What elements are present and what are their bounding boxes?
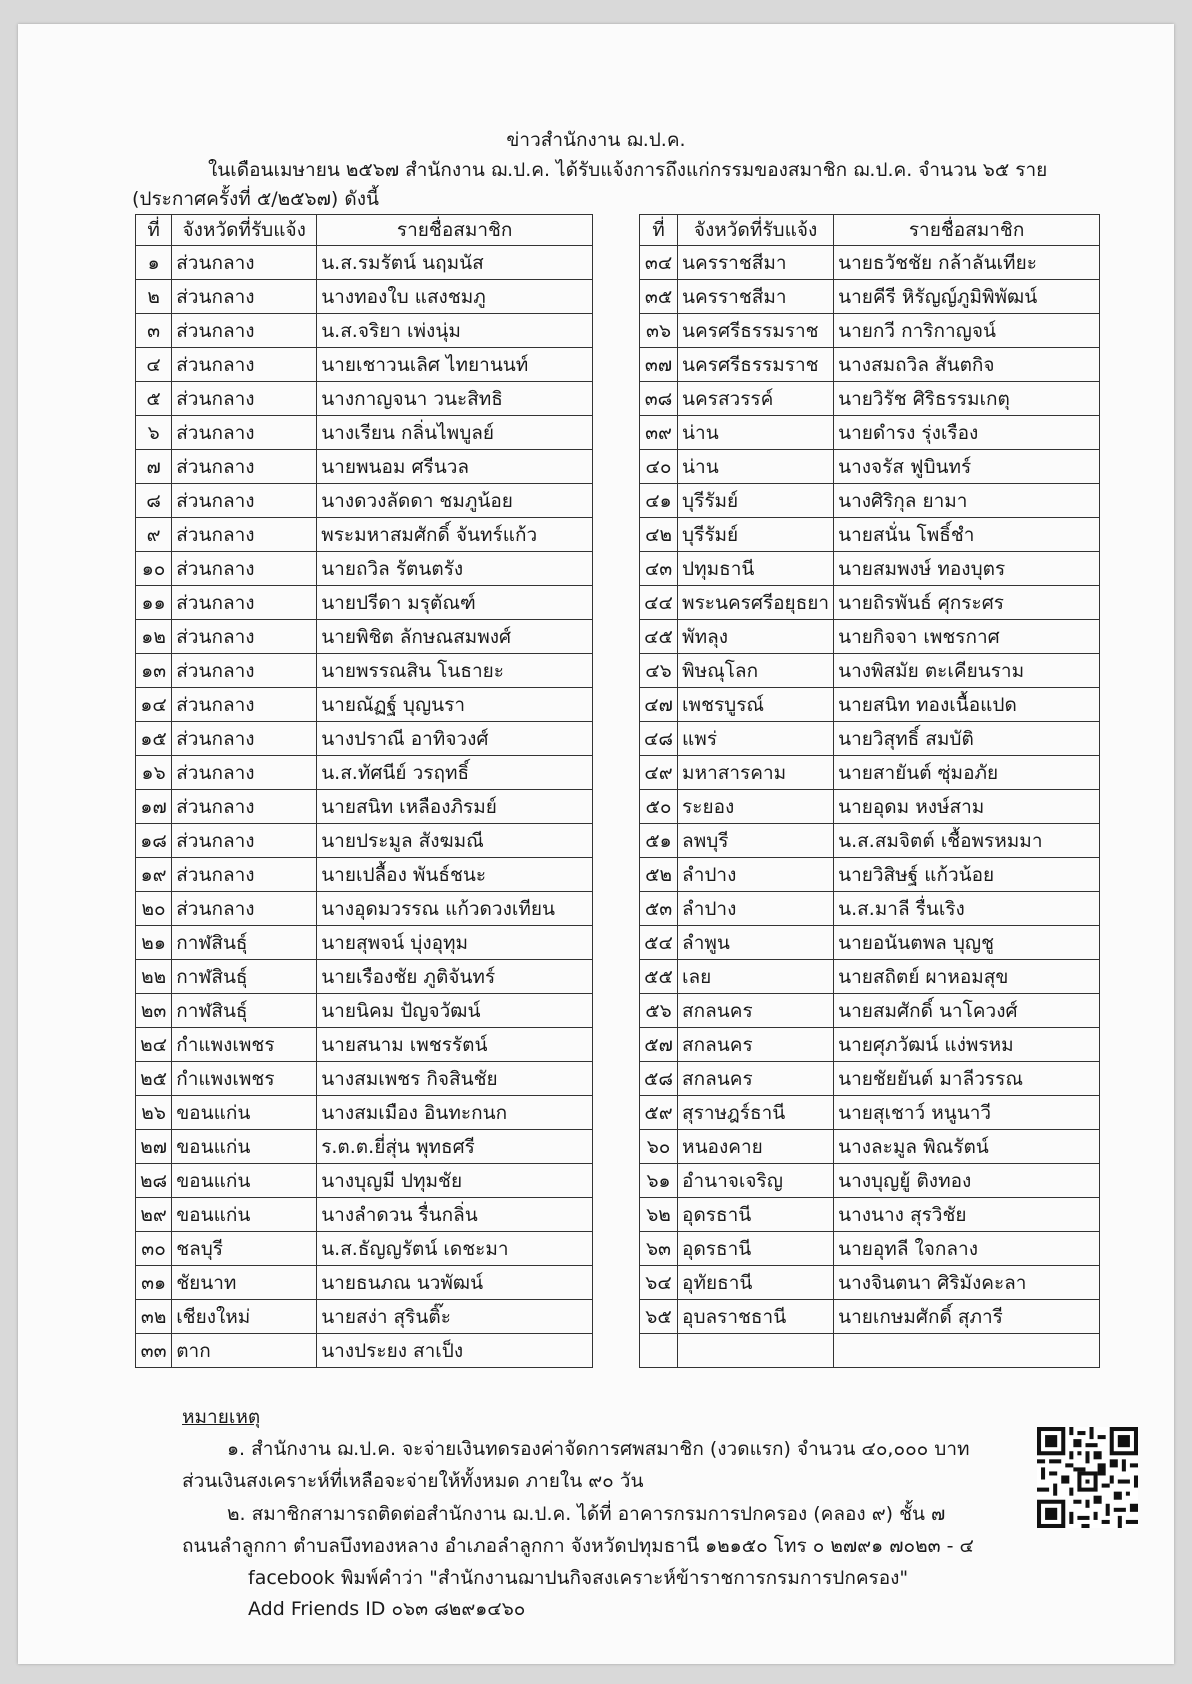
row-member-name: นายสถิตย์ ผาหอมสุข <box>834 960 1100 994</box>
row-member-name: นายสนาม เพชรรัตน์ <box>317 1028 593 1062</box>
row-member-name: นางอุดมวรรณ แก้วดวงเทียน <box>317 892 593 926</box>
row-province: เชียงใหม่ <box>172 1300 317 1334</box>
row-member-name: นางกาญจนา วนะสิทธิ <box>317 382 593 416</box>
note-2-line-4: Add Friends ID ๐๖๓ ๘๒๙๑๔๖๐ <box>248 1598 526 1620</box>
row-province: ลำพูน <box>678 926 834 960</box>
table-row <box>136 1334 593 1368</box>
row-province: ส่วนกลาง <box>172 824 317 858</box>
table-row <box>640 688 1100 722</box>
row-province: ส่วนกลาง <box>172 892 317 926</box>
table-row <box>136 756 593 790</box>
table-row <box>640 960 1100 994</box>
row-member-name: นางสมเพชร กิจสินชัย <box>317 1062 593 1096</box>
row-member-name: น.ส.ธัญญรัตน์ เดชะมา <box>317 1232 593 1266</box>
table-row <box>136 484 593 518</box>
row-member-name: นายกิจจา เพชรกาศ <box>834 620 1100 654</box>
row-number: ๕๖ <box>640 994 678 1028</box>
row-province: ส่วนกลาง <box>172 688 317 722</box>
row-member-name: นายสมพงษ์ ทองบุตร <box>834 552 1100 586</box>
table-row <box>136 790 593 824</box>
row-province: เพชรบูรณ์ <box>678 688 834 722</box>
table-row <box>136 280 593 314</box>
table-row <box>136 518 593 552</box>
table-row <box>136 1164 593 1198</box>
table-row <box>640 858 1100 892</box>
header-no: ที่ <box>640 215 678 246</box>
row-number: ๑ <box>136 246 172 280</box>
table-row <box>640 790 1100 824</box>
table-row <box>640 756 1100 790</box>
row-number: ๓๑ <box>136 1266 172 1300</box>
row-province: ลำปาง <box>678 858 834 892</box>
table-row <box>136 246 593 280</box>
row-member-name: นายเกษมศักดิ์ สุภารี <box>834 1300 1100 1334</box>
row-number: ๔ <box>136 348 172 382</box>
row-number: ๒๒ <box>136 960 172 994</box>
row-number: ๓๒ <box>136 1300 172 1334</box>
row-member-name: นายพิชิต ลักษณสมพงศ์ <box>317 620 593 654</box>
row-province: อุบลราชธานี <box>678 1300 834 1334</box>
row-province: ชัยนาท <box>172 1266 317 1300</box>
table-row <box>136 450 593 484</box>
row-number: ๔๕ <box>640 620 678 654</box>
row-member-name: นางสมถวิล สันตกิจ <box>834 348 1100 382</box>
row-number: ๖๑ <box>640 1164 678 1198</box>
row-number: ๓๔ <box>640 246 678 280</box>
row-province: สกลนคร <box>678 1028 834 1062</box>
row-number: ๒๖ <box>136 1096 172 1130</box>
row-province: ส่วนกลาง <box>172 586 317 620</box>
row-number: ๓๖ <box>640 314 678 348</box>
row-member-name: นางเรียน กลิ่นไพบูลย์ <box>317 416 593 450</box>
row-number: ๓๐ <box>136 1232 172 1266</box>
row-member-name: นายถิรพันธ์ ศุกระศร <box>834 586 1100 620</box>
row-province: กำแพงเพชร <box>172 1062 317 1096</box>
row-province: ส่วนกลาง <box>172 382 317 416</box>
row-number: ๑๗ <box>136 790 172 824</box>
row-number: ๕๗ <box>640 1028 678 1062</box>
row-province <box>678 1334 834 1368</box>
row-province: ขอนแก่น <box>172 1164 317 1198</box>
row-member-name: นายถวิล รัตนตรัง <box>317 552 593 586</box>
header-no: ที่ <box>136 215 172 246</box>
row-member-name: นายนิคม ปัญจวัฒน์ <box>317 994 593 1028</box>
row-number: ๑๑ <box>136 586 172 620</box>
row-province: ส่วนกลาง <box>172 790 317 824</box>
table-row <box>136 960 593 994</box>
row-number: ๕๔ <box>640 926 678 960</box>
table-row <box>640 552 1100 586</box>
row-province: กาฬสินธุ์ <box>172 994 317 1028</box>
document-title: ข่าวสำนักงาน ฌ.ป.ค. <box>506 129 686 151</box>
row-number: ๔๘ <box>640 722 678 756</box>
row-province: นครศรีธรรมราช <box>678 348 834 382</box>
row-province: น่าน <box>678 450 834 484</box>
row-member-name: นายวิสุทธิ์ สมบัติ <box>834 722 1100 756</box>
row-province: สกลนคร <box>678 994 834 1028</box>
row-member-name: นายอุทลี ใจกลาง <box>834 1232 1100 1266</box>
row-member-name: น.ส.มาลี รื่นเริง <box>834 892 1100 926</box>
row-province: ขอนแก่น <box>172 1130 317 1164</box>
row-province: ส่วนกลาง <box>172 518 317 552</box>
row-member-name: นางละมูล พิณรัตน์ <box>834 1130 1100 1164</box>
row-number: ๕๓ <box>640 892 678 926</box>
row-number: ๑๕ <box>136 722 172 756</box>
header-member: รายชื่อสมาชิก <box>317 215 593 246</box>
table-row <box>136 926 593 960</box>
table-row <box>640 1164 1100 1198</box>
row-province: นครราชสีมา <box>678 280 834 314</box>
table-row <box>136 892 593 926</box>
row-number: ๒๓ <box>136 994 172 1028</box>
row-number: ๑๖ <box>136 756 172 790</box>
row-member-name: น.ส.สมจิตต์ เชื้อพรหมมา <box>834 824 1100 858</box>
note-2-line-3: facebook พิมพ์คำว่า "สำนักงานฌาปนกิจสงเคราะห์ข้าราชการกรมการปกครอง" <box>248 1567 909 1589</box>
row-member-name: นายสมศักดิ์ นาโควงศ์ <box>834 994 1100 1028</box>
table-row <box>640 518 1100 552</box>
row-province: อุดรธานี <box>678 1232 834 1266</box>
row-member-name: นายสนิท เหลืองภิรมย์ <box>317 790 593 824</box>
row-number: ๒๘ <box>136 1164 172 1198</box>
table-row <box>136 586 593 620</box>
row-member-name: นายสุพจน์ บุ่งอุทุม <box>317 926 593 960</box>
table-row <box>640 1334 1100 1368</box>
row-number: ๔๒ <box>640 518 678 552</box>
row-member-name: นายพนอม ศรีนวล <box>317 450 593 484</box>
row-number: ๓๗ <box>640 348 678 382</box>
row-province: ส่วนกลาง <box>172 246 317 280</box>
row-province: เลย <box>678 960 834 994</box>
row-province: ตาก <box>172 1334 317 1368</box>
row-member-name: นายคีรี หิรัญญ์ภูมิพิพัฒน์ <box>834 280 1100 314</box>
row-province: ปทุมธานี <box>678 552 834 586</box>
row-province: ส่วนกลาง <box>172 722 317 756</box>
row-province: บุรีรัมย์ <box>678 518 834 552</box>
row-number: ๑๒ <box>136 620 172 654</box>
row-number: ๗ <box>136 450 172 484</box>
row-number: ๓๘ <box>640 382 678 416</box>
note-1-line-1: ๑. สำนักงาน ฌ.ป.ค. จะจ่ายเงินทดรองค่าจัดการศพสมาชิก (งวดแรก) จำนวน ๔๐,๐๐๐ บาท <box>227 1438 970 1460</box>
roster-table-left <box>135 214 593 1368</box>
row-province: หนองคาย <box>678 1130 834 1164</box>
row-member-name: นายวิรัช ศิริธรรมเกตุ <box>834 382 1100 416</box>
row-province: อุทัยธานี <box>678 1266 834 1300</box>
row-province: ส่วนกลาง <box>172 450 317 484</box>
row-member-name: นางปราณี อาทิจวงศ์ <box>317 722 593 756</box>
row-member-name: นางบุญยู้ ติงทอง <box>834 1164 1100 1198</box>
table-row <box>136 722 593 756</box>
notes-heading: หมายเหตุ <box>182 1406 261 1428</box>
table-row <box>136 1028 593 1062</box>
table-row <box>136 1198 593 1232</box>
row-number: ๖๐ <box>640 1130 678 1164</box>
row-member-name: นายพรรณสิน โนธายะ <box>317 654 593 688</box>
intro-line-1: ในเดือนเมษายน ๒๕๖๗ สำนักงาน ฌ.ป.ค. ได้รับแจ้งการถึงแก่กรรมของสมาชิก ฌ.ป.ค. จำนวน ๖๕ ราย <box>208 159 1048 181</box>
roster-table-right <box>639 214 1100 1368</box>
row-province: พัทลุง <box>678 620 834 654</box>
table-row <box>136 654 593 688</box>
row-member-name: นางดวงลัดดา ชมภูน้อย <box>317 484 593 518</box>
table-row <box>640 484 1100 518</box>
row-number: ๕๑ <box>640 824 678 858</box>
table-row <box>640 824 1100 858</box>
table-row <box>640 382 1100 416</box>
qr-code-icon <box>1037 1427 1138 1528</box>
table-row <box>640 1062 1100 1096</box>
row-member-name: นางนาง สุรวิชัย <box>834 1198 1100 1232</box>
row-province: ส่วนกลาง <box>172 416 317 450</box>
table-row <box>640 1130 1100 1164</box>
row-province: พระนครศรีอยุธยา <box>678 586 834 620</box>
row-province: สุราษฎร์ธานี <box>678 1096 834 1130</box>
row-member-name: นายอนันตพล บุญชู <box>834 926 1100 960</box>
table-row <box>640 1198 1100 1232</box>
row-province: น่าน <box>678 416 834 450</box>
note-1-line-2: ส่วนเงินสงเคราะห์ที่เหลือจะจ่ายให้ทั้งหมด ภายใน ๙๐ วัน <box>182 1470 644 1492</box>
row-number: ๔๓ <box>640 552 678 586</box>
row-member-name: พระมหาสมศักดิ์ จันทร์แก้ว <box>317 518 593 552</box>
row-member-name: นางศิริกุล ยามา <box>834 484 1100 518</box>
table-row <box>136 382 593 416</box>
row-member-name: นายเชาวนเลิศ ไทยานนท์ <box>317 348 593 382</box>
row-number: ๔๑ <box>640 484 678 518</box>
row-member-name: นางพิสมัย ตะเคียนราม <box>834 654 1100 688</box>
row-number: ๒๔ <box>136 1028 172 1062</box>
row-member-name: น.ส.รมรัตน์ นฤมนัส <box>317 246 593 280</box>
row-member-name: นายเรืองชัย ภูติจันทร์ <box>317 960 593 994</box>
row-number: ๑๓ <box>136 654 172 688</box>
row-member-name: นางจรัส ฟูบินทร์ <box>834 450 1100 484</box>
row-number: ๓๕ <box>640 280 678 314</box>
table-row <box>640 1266 1100 1300</box>
row-number: ๓๓ <box>136 1334 172 1368</box>
table-row <box>640 994 1100 1028</box>
row-number: ๒๕ <box>136 1062 172 1096</box>
header-province: จังหวัดที่รับแจ้ง <box>172 215 317 246</box>
row-member-name: ร.ต.ต.ยี่สุ่น พุทธศรี <box>317 1130 593 1164</box>
row-member-name: นางประยง สาเป็ง <box>317 1334 593 1368</box>
table-row <box>136 1266 593 1300</box>
row-province: กาฬสินธุ์ <box>172 960 317 994</box>
row-number: ๔๔ <box>640 586 678 620</box>
row-number: ๒๑ <box>136 926 172 960</box>
row-province: ส่วนกลาง <box>172 552 317 586</box>
table-row <box>640 1096 1100 1130</box>
table-row <box>136 314 593 348</box>
row-member-name: นางสมเมือง อินทะกนก <box>317 1096 593 1130</box>
row-province: ส่วนกลาง <box>172 620 317 654</box>
table-row <box>136 1300 593 1334</box>
row-number: ๔๗ <box>640 688 678 722</box>
row-number: ๑๐ <box>136 552 172 586</box>
row-member-name: นายปรีดา มรุตัณฑ์ <box>317 586 593 620</box>
row-number <box>640 1334 678 1368</box>
row-number: ๑๔ <box>136 688 172 722</box>
table-row <box>136 348 593 382</box>
table-row <box>136 552 593 586</box>
table-row <box>136 824 593 858</box>
table-row <box>640 280 1100 314</box>
table-row <box>640 620 1100 654</box>
table-row <box>640 1300 1100 1334</box>
row-member-name: นายสุเชาว์ หนูนาวี <box>834 1096 1100 1130</box>
table-row <box>136 858 593 892</box>
table-row <box>640 1232 1100 1266</box>
table-row <box>640 348 1100 382</box>
row-province: นครราชสีมา <box>678 246 834 280</box>
row-member-name: นางทองใบ แสงชมภู <box>317 280 593 314</box>
row-number: ๘ <box>136 484 172 518</box>
row-member-name: นายธวัชชัย กล้าลันเทียะ <box>834 246 1100 280</box>
row-province: ส่วนกลาง <box>172 314 317 348</box>
row-member-name: น.ส.จริยา เพ่งนุ่ม <box>317 314 593 348</box>
row-province: ส่วนกลาง <box>172 858 317 892</box>
row-number: ๖ <box>136 416 172 450</box>
row-province: ส่วนกลาง <box>172 654 317 688</box>
row-number: ๖๕ <box>640 1300 678 1334</box>
row-member-name: นายศุภวัฒน์ แง่พรหม <box>834 1028 1100 1062</box>
table-row <box>640 1028 1100 1062</box>
row-number: ๑๙ <box>136 858 172 892</box>
row-province: ขอนแก่น <box>172 1096 317 1130</box>
row-number: ๓ <box>136 314 172 348</box>
row-province: ลำปาง <box>678 892 834 926</box>
row-member-name: นางบุญมี ปทุมชัย <box>317 1164 593 1198</box>
table-row <box>640 892 1100 926</box>
row-member-name: นายสง่า สุรินติ๊ะ <box>317 1300 593 1334</box>
row-member-name: นางจินตนา ศิริมังคะลา <box>834 1266 1100 1300</box>
row-number: ๙ <box>136 518 172 552</box>
row-province: สกลนคร <box>678 1062 834 1096</box>
table-row <box>136 1096 593 1130</box>
row-province: ระยอง <box>678 790 834 824</box>
row-number: ๓๙ <box>640 416 678 450</box>
row-number: ๕ <box>136 382 172 416</box>
row-member-name: นายสนั่น โพธิ์ชำ <box>834 518 1100 552</box>
row-number: ๔๙ <box>640 756 678 790</box>
row-province: ขอนแก่น <box>172 1198 317 1232</box>
row-number: ๒ <box>136 280 172 314</box>
table-row <box>640 450 1100 484</box>
row-member-name: นายประมูล สังฆมณี <box>317 824 593 858</box>
row-member-name: นายวิสิษฐ์ แก้วน้อย <box>834 858 1100 892</box>
row-member-name: นายดำรง รุ่งเรือง <box>834 416 1100 450</box>
row-member-name: นายสายันต์ ซุ่มอภัย <box>834 756 1100 790</box>
row-number: ๕๐ <box>640 790 678 824</box>
row-member-name: นางลำดวน รื่นกลิ่น <box>317 1198 593 1232</box>
row-province: ส่วนกลาง <box>172 280 317 314</box>
row-province: ส่วนกลาง <box>172 484 317 518</box>
row-number: ๕๕ <box>640 960 678 994</box>
table-row <box>136 1062 593 1096</box>
row-member-name: น.ส.ทัศนีย์ วรฤทธิ์ <box>317 756 593 790</box>
row-number: ๑๘ <box>136 824 172 858</box>
row-number: ๕๙ <box>640 1096 678 1130</box>
row-member-name <box>834 1334 1100 1368</box>
row-province: บุรีรัมย์ <box>678 484 834 518</box>
row-number: ๔๐ <box>640 450 678 484</box>
table-row <box>136 994 593 1028</box>
row-province: ลพบุรี <box>678 824 834 858</box>
row-number: ๕๘ <box>640 1062 678 1096</box>
table-row <box>136 1130 593 1164</box>
row-member-name: นายเปลื้อง พันธ์ชนะ <box>317 858 593 892</box>
row-province: อุดรธานี <box>678 1198 834 1232</box>
table-row <box>136 688 593 722</box>
table-row <box>136 416 593 450</box>
row-member-name: นายณัฏฐ์ บุญนรา <box>317 688 593 722</box>
intro-line-2: (ประกาศครั้งที่ ๕/๒๕๖๗) ดังนี้ <box>132 188 379 210</box>
row-number: ๖๒ <box>640 1198 678 1232</box>
row-province: กาฬสินธุ์ <box>172 926 317 960</box>
table-row <box>136 1232 593 1266</box>
row-province: ส่วนกลาง <box>172 756 317 790</box>
row-number: ๖๔ <box>640 1266 678 1300</box>
row-number: ๕๒ <box>640 858 678 892</box>
row-province: อำนาจเจริญ <box>678 1164 834 1198</box>
header-member: รายชื่อสมาชิก <box>834 215 1100 246</box>
row-province: แพร่ <box>678 722 834 756</box>
table-row <box>640 654 1100 688</box>
row-member-name: นายชัยยันต์ มาลีวรรณ <box>834 1062 1100 1096</box>
row-number: ๒๙ <box>136 1198 172 1232</box>
table-row <box>640 416 1100 450</box>
row-province: นครศรีธรรมราช <box>678 314 834 348</box>
table-row <box>640 314 1100 348</box>
table-row <box>640 246 1100 280</box>
row-province: กำแพงเพชร <box>172 1028 317 1062</box>
row-member-name: นายกวี การิกาญจน์ <box>834 314 1100 348</box>
note-2-line-1: ๒. สมาชิกสามารถติดต่อสำนักงาน ฌ.ป.ค. ได้ที่ อาคารกรมการปกครอง (คลอง ๙) ชั้น ๗ <box>227 1503 946 1525</box>
row-member-name: นายสนิท ทองเนื้อแปด <box>834 688 1100 722</box>
row-province: ส่วนกลาง <box>172 348 317 382</box>
row-member-name: นายธนภณ นวพัฒน์ <box>317 1266 593 1300</box>
table-row <box>136 620 593 654</box>
row-number: ๖๓ <box>640 1232 678 1266</box>
row-province: นครสวรรค์ <box>678 382 834 416</box>
row-member-name: นายอุดม หงษ์สาม <box>834 790 1100 824</box>
row-province: พิษณุโลก <box>678 654 834 688</box>
row-number: ๒๗ <box>136 1130 172 1164</box>
row-number: ๔๖ <box>640 654 678 688</box>
table-row <box>640 926 1100 960</box>
table-row <box>640 722 1100 756</box>
header-province: จังหวัดที่รับแจ้ง <box>678 215 834 246</box>
row-province: ชลบุรี <box>172 1232 317 1266</box>
row-province: มหาสารคาม <box>678 756 834 790</box>
note-2-line-2: ถนนลำลูกกา ตำบลบึงทองหลาง อำเภอลำลูกกา จังหวัดปทุมธานี ๑๒๑๕๐ โทร ๐ ๒๗๙๑ ๗๐๒๓ - ๔ <box>182 1535 974 1557</box>
row-number: ๒๐ <box>136 892 172 926</box>
table-row <box>640 586 1100 620</box>
